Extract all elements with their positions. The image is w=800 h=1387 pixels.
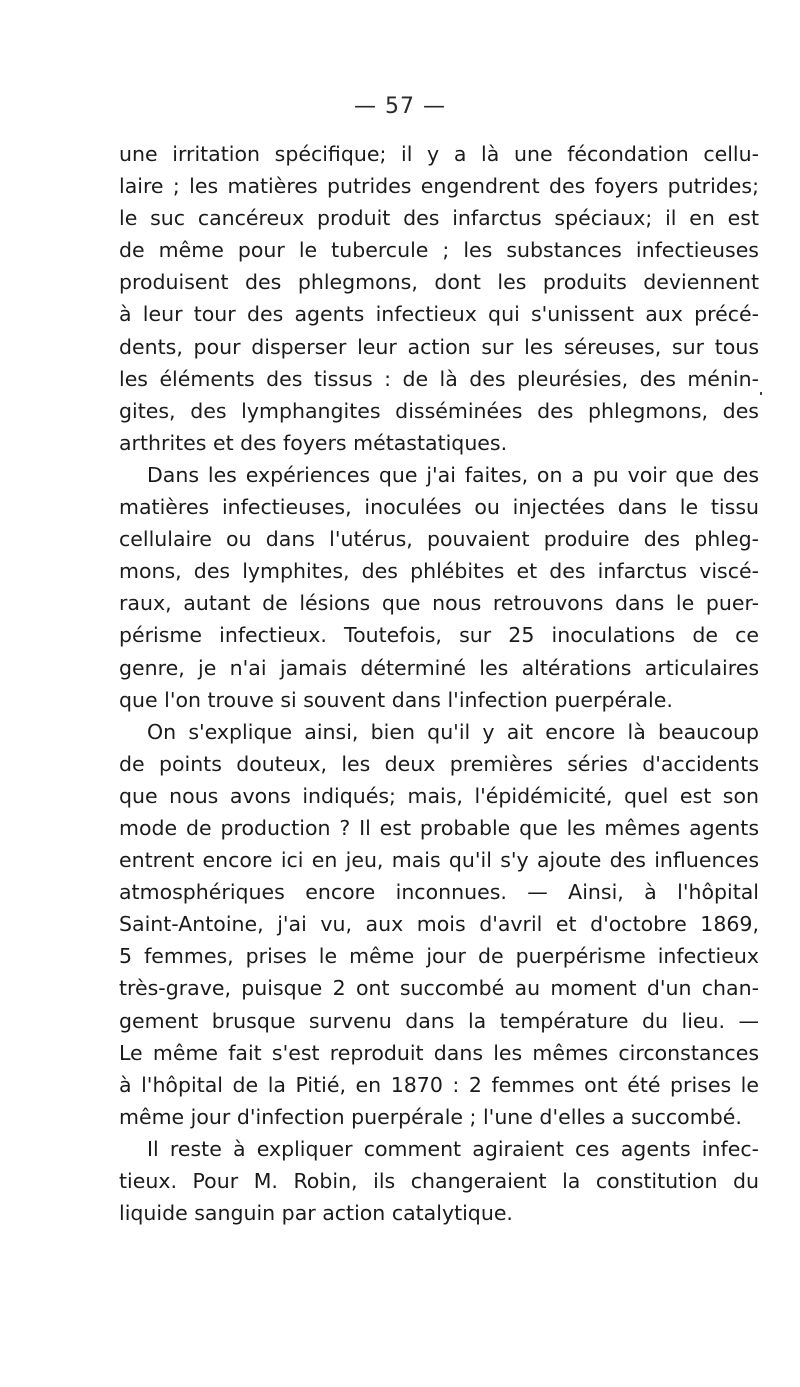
text-line: les éléments des tissus : de là des pleurésies, des ménin- <box>119 366 759 391</box>
text-line: très-grave, puisque 2 ont succombé au moment d'un chan- <box>119 976 759 1001</box>
text-line: que l'on trouve si souvent dans l'infection puerpérale. <box>119 687 673 712</box>
margin-speck <box>760 392 762 395</box>
text-line: mode de production ? Il est probable que les mêmes agents <box>119 815 759 840</box>
text-line: que nous avons indiqués; mais, l'épidémicité, quel est son <box>119 783 759 808</box>
text-line: gites, des lymphangites disséminées des phlegmons, des <box>119 398 759 423</box>
text-line: entrent encore ici en jeu, mais qu'il s'y ajoute des influences <box>119 848 759 873</box>
paragraph-first-line: On s'explique ainsi, bien qu'il y ait encore là beaucoup <box>147 719 759 744</box>
text-line: de même pour le tubercule ; les substances infectieuses <box>119 238 759 263</box>
body-text <box>119 138 759 1229</box>
text-line: tieux. Pour M. Robin, ils changeraient la constitution du <box>119 1169 759 1193</box>
text-line: mons, des lymphites, des phlébites et des infarctus viscé- <box>119 559 759 584</box>
text-line: dents, pour disperser leur action sur les séreuses, sur tous <box>119 334 759 359</box>
text-line: gement brusque survenu dans la température du lieu. — <box>119 1008 759 1033</box>
page-number: — 57 — <box>354 94 446 119</box>
text-line: raux, autant de lésions que nous retrouvons dans le puer- <box>119 591 759 616</box>
text-line: laire ; les matières putrides engendrent des foyers putrides; <box>119 174 759 199</box>
text-line: arthrites et des foyers métastatiques. <box>119 430 508 455</box>
text-line: atmosphériques encore inconnues. — Ainsi, à l'hôpital <box>119 880 759 905</box>
text-line: une irritation spécifique; il y a là une fécondation cellu- <box>119 142 759 166</box>
text-line: produisent des phlegmons, dont les produits deviennent <box>119 270 759 295</box>
text-line: cellulaire ou dans l'utérus, pouvaient produire des phleg- <box>119 527 759 552</box>
text-line: le suc cancéreux produit des infarctus spéciaux; il en est <box>119 206 759 231</box>
text-line: Saint-Antoine, j'ai vu, aux mois d'avril et d'octobre 1869, <box>119 912 759 937</box>
text-line: 5 femmes, prises le même jour de puerpérisme infectieux <box>119 944 759 969</box>
text-line: matières infectieuses, inoculées ou injectées dans le tissu <box>119 495 759 520</box>
text-line: même jour d'infection puerpérale ; l'une d'elles a succombé. <box>119 1104 742 1129</box>
text-line: genre, je n'ai jamais déterminé les altérations articulaires <box>119 655 759 680</box>
text-line: de points douteux, les deux premières séries d'accidents <box>119 751 759 776</box>
text-line: périsme infectieux. Toutefois, sur 25 inoculations de ce <box>119 623 759 648</box>
text-line: liquide sanguin par action catalytique. <box>119 1201 513 1226</box>
text-line: Le même fait s'est reproduit dans les mêmes circonstances <box>119 1040 759 1065</box>
text-line: à l'hôpital de la Pitié, en 1870 : 2 femmes ont été prises le <box>119 1072 759 1097</box>
paragraph-first-line: Il reste à expliquer comment agiraient ces agents infec- <box>147 1136 759 1161</box>
text-line: à leur tour des agents infectieux qui s'unissent aux précé- <box>119 302 759 327</box>
paragraph-first-line: Dans les expériences que j'ai faites, on a pu voir que des <box>147 462 759 487</box>
